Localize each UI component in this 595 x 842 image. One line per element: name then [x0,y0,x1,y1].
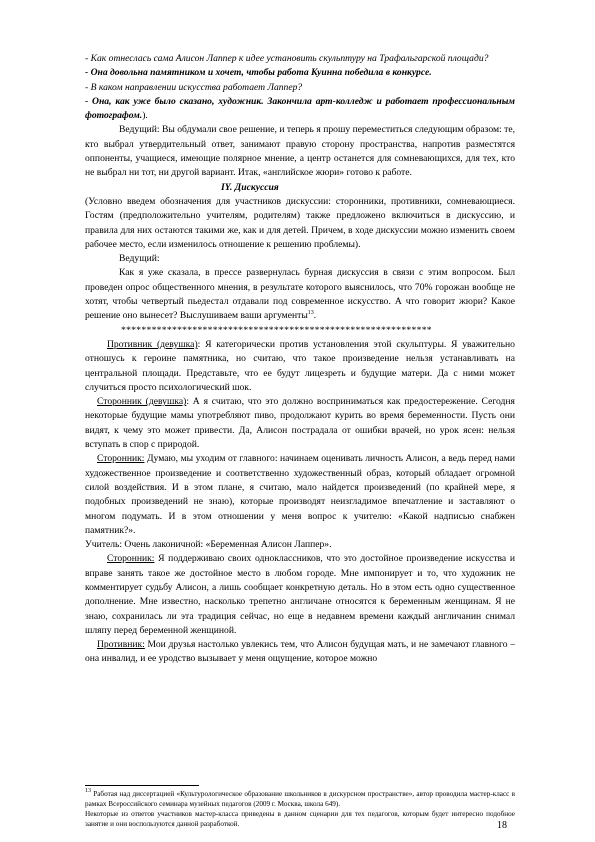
answer-1: - Она довольна памятником и хочет, чтобы работа Куинна победила в конкурсе. [85,67,432,79]
discussion-note: (Условно введем обозначения для участников дискуссии: сторонники, противники, сомневающиеся. Гостям (предположительно учителям, родителям) также предложено включиться в дискуссию, и правила для них остаются такими же, как и для детей. Причем, в ходе дискуссии можно изменить своем рабочее место, если изменилось отношение к решению проблемы). [85,195,515,250]
page-number: 18 [497,820,507,831]
supporter-girl-remark [85,395,515,452]
document-body [85,52,515,667]
remark-text: Я поддерживаю своих одноклассников, что это достойное произведение искусства и вправе занять такое же достойное место в любом городе. Мне импонирует и то, что художник не комментирует судьбу Алисон, а лишь сообщает конкретную деталь. Но в этом есть одно существенное дополнение. Мне известно, насколько трепетно англичане относятся к беременным женщинам. Я не знаю, сохранилась ли эта традиция сейчас, но еще в недавнем времени каждый англичанин снимал шляпу перед беременной женщиной. [85,553,515,636]
teacher-remark: Учитель: Очень лаконичной: «Беременная Алисон Лаппер». [85,539,332,551]
speaker-label: Противник: [97,639,145,651]
question-1: - Как отнеслась сама Алисон Лаппер к идее установить скульптуру на Трафальгарской площади? [85,53,489,64]
speaker-label: Сторонник: [107,553,155,565]
section-heading: IY. Дискуссия [221,181,279,193]
host-speech-text: Как я уже сказала, в прессе развернулась бурная дискуссия в связи с этим вопросом. Был проведен опрос общественного мнения, в результате которого выяснилось, что 70% горожан вообще не хотят, чтобы четвертый пьедестал отдавали под современное искусство. А что говорит жюри? Какое решение оно вынесет? Выслушиваем ваши аргументы [85,267,515,322]
supporter-remark-1 [85,452,515,538]
remark-text: Мои друзья настолько увлекись тем, что Алисон будущая мать, и не замечают главного – она инвалид, и ее уродство вызывает у меня ощущение, которое можно [85,639,515,665]
answer-2-tail: ). [142,110,148,122]
footnote-mark: 13 [85,788,91,794]
supporter-remark-2 [85,552,515,638]
opponent-girl-remark [85,338,515,395]
remark-text: : А я считаю, что это должно восприниматься как предостережение. Сегодня некоторые будущие мамы употребляют пиво, продолжают курить во время беременности. Пусть они видят, к чему это может привести. Да, Алисон пострадала от ошибки врачей, но урок ясен: нельзя вступать в спор с природой. [85,396,515,451]
host-instruction: Ведущий: Вы обдумали свое решение, и теперь я прошу переместиться следующим образом: те, кто выбрал утвердительный ответ, занимают правую сторону пространства, напротив разместятся оппоненты, учащиеся, имеющие полярное мнение, а центр останется для сомневающихся, для тех, кто не выбрал ни тот, ни другой вариант. Итак, «английское жюри» готово к работе. [85,124,515,179]
speaker-label: Противник (девушка) [107,338,198,350]
footnote-line-1: Работая над диссертацией «Культурологическое образование школьников в дискурсном пространстве», автор проводила мастер-класс в рамках Всероссийского семинара музейных педагогов (2009 г. Москва, школа 649). [85,790,515,808]
speaker-label: Сторонник: [97,453,145,465]
question-2: - В каком направлении искусства работает Лаппер? [85,81,303,93]
footnote [85,789,515,829]
speaker-label: Сторонник (девушка) [97,396,187,408]
host-label: Ведущий: [119,253,160,265]
footnote-ref: 13 [307,310,314,317]
answer-2-text: - Она, как уже было сказано, художник. Закончила арт-колледж и работает профессиональным фотографом. [85,95,515,122]
opponent-remark [85,638,515,667]
footnote-divider [85,785,199,786]
remark-text: Думаю, мы уходим от главного: начинаем оценивать личность Алисон, а ведь перед нами художественное произведение и соответственно художественный образ, который обладает огромной силой воздействия. И в этом плане, я считаю, мало найдется произведений (по крайней мере, я подобных произведений не знаю), которые производят неизгладимое впечатление и заставляют о многом подумать. И в этом отношении у меня вопрос к учителю: «Какой надписью снабжен памятник?». [85,453,515,536]
remark-text: : Я категорически против установления этой скульптуры. Я уважительно отношусь к героине памятника, но считаю, что такое произведение нельзя устанавливать на центральной площади. Представьте, что ее будут лицезреть и будущие матери. Да с ними может случиться просто психологический шок. [85,338,515,393]
separator-stars: ************************************************************* [121,324,432,336]
host-speech [85,266,515,323]
footnote-text-1 [85,789,515,809]
footnote-text-2: Некоторые из ответов участников мастер-класса приведены в данном сценарии для тех педагогов, которым будет интересно подобное занятие и они воспользуются данной разработкой. [85,810,515,828]
answer-2 [85,95,515,124]
host-speech-end: . [313,310,317,322]
